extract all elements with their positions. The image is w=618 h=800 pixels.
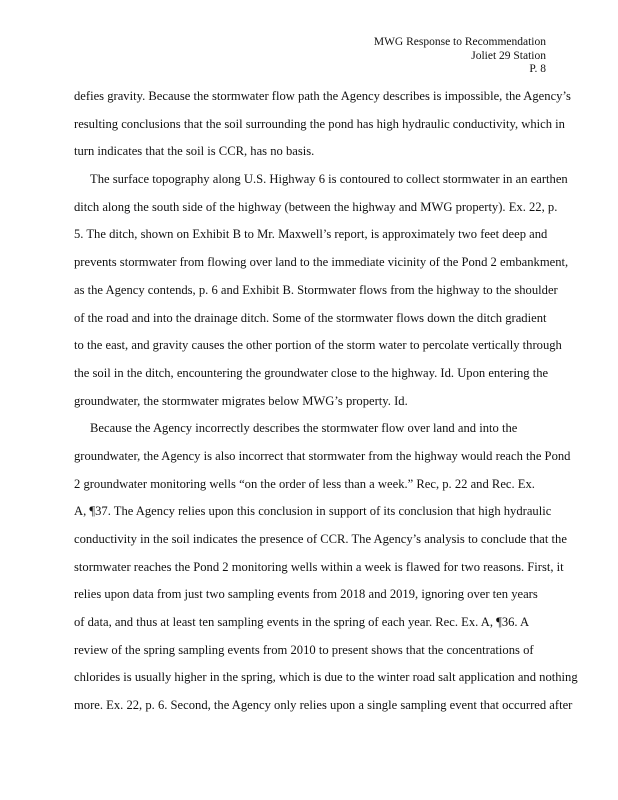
text-line: the soil in the ditch, encountering the groundwater close to the highway. Id. Upon entering the: [74, 365, 549, 380]
text-line: stormwater reaches the Pond 2 monitoring wells within a week is flawed for two reasons. First, it: [74, 559, 564, 574]
page-number: P. 8: [529, 63, 546, 75]
header-title: MWG Response to Recommendation: [373, 36, 546, 48]
text-line: review of the spring sampling events from 2010 to present shows that the concentrations of: [74, 642, 534, 657]
text-line: to the east, and gravity causes the other portion of the storm water to percolate vertically through: [74, 338, 562, 353]
header-station: Joliet 29 Station: [471, 49, 546, 62]
paragraph-start-line: Because the Agency incorrectly describes the stormwater flow over land and into the: [90, 421, 518, 436]
text-line: groundwater, the Agency is also incorrect that stormwater from the highway would reach the Pond: [74, 448, 571, 463]
text-line: more. Ex. 22, p. 6. Second, the Agency only relies upon a single sampling event that occurred after: [74, 698, 573, 713]
text-line: of data, and thus at least ten sampling events in the spring of each year. Rec. Ex. A, ¶36. A: [74, 615, 530, 630]
text-line: of the road and into the drainage ditch. Some of the stormwater flows down the ditch gradient: [74, 310, 547, 325]
paragraph-start-line: The surface topography along U.S. Highway 6 is contoured to collect stormwater in an earthen: [90, 172, 568, 187]
text-line: defies gravity. Because the stormwater flow path the Agency describes is impossible, the Agency’s: [74, 89, 571, 103]
text-line: conductivity in the soil indicates the presence of CCR. The Agency’s analysis to conclude that the: [74, 532, 567, 546]
text-line: as the Agency contends, p. 6 and Exhibit B. Stormwater flows from the highway to the shoulder: [74, 282, 558, 297]
body-text: [74, 86, 614, 723]
text-line: prevents stormwater from flowing over land to the immediate vicinity of the Pond 2 embankment,: [74, 255, 569, 270]
text-line: groundwater, the stormwater migrates below MWG’s property. Id.: [74, 393, 408, 408]
text-line: A, ¶37. The Agency relies upon this conclusion in support of its conclusion that high hydraulic: [74, 504, 552, 519]
text-line: ditch along the south side of the highway (between the highway and MWG property). Ex. 22, p.: [74, 199, 558, 214]
text-line: resulting conclusions that the soil surrounding the pond has high hydraulic conductivity, which in: [74, 116, 565, 131]
page-header: [374, 36, 546, 77]
text-line: chlorides is usually higher in the spring, which is due to the winter road salt application and nothing: [74, 670, 578, 685]
text-line: turn indicates that the soil is CCR, has no basis.: [74, 144, 315, 159]
text-line: 5. The ditch, shown on Exhibit B to Mr. Maxwell’s report, is approximately two feet deep and: [74, 227, 548, 242]
text-line: 2 groundwater monitoring wells “on the order of less than a week.” Rec, p. 22 and Rec. Ex.: [74, 476, 535, 491]
text-line: relies upon data from just two sampling events from 2018 and 2019, ignoring over ten years: [74, 587, 538, 602]
